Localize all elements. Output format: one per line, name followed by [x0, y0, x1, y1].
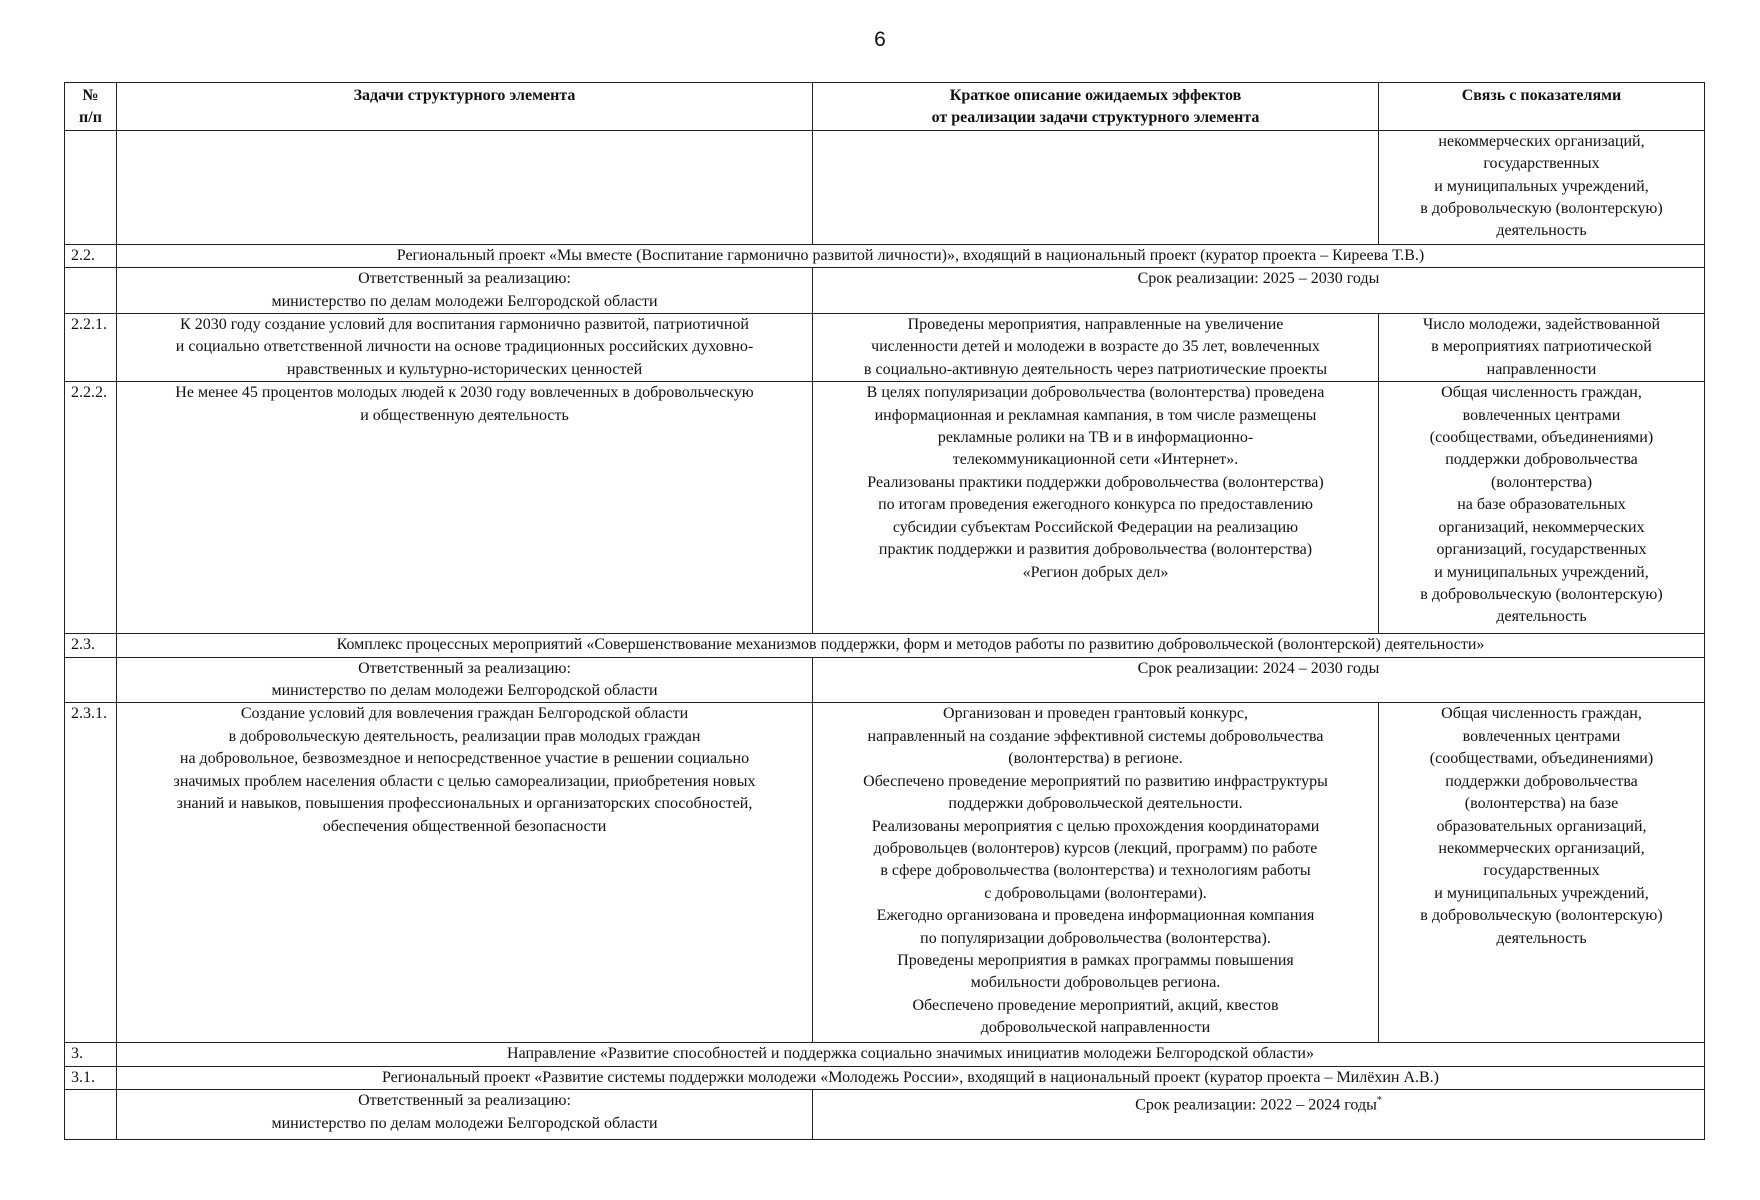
structural-elements-table	[64, 82, 1705, 1140]
indicator-cell: Общая численность граждан, вовлеченных центрами (сообществами, объединениями) поддержки добровольчества (волонтерства) на базе образовательных организаций, некоммерческих организаций, государственных и муниципальных учреждений, в добровольческую (волонтерскую) деятельность	[1379, 382, 1705, 634]
row-number: 2.2.1.	[65, 314, 117, 382]
table-row-continuation	[65, 130, 1705, 244]
section-title: Направление «Развитие способностей и поддержка социально значимых инициатив молодежи Белгородской области»	[117, 1043, 1705, 1066]
row-number: 2.2.2.	[65, 382, 117, 634]
section-title: Комплекс процессных мероприятий «Совершенствование механизмов поддержки, форм и методов работы по развитию добровольческой (волонтерской) деятельности»	[117, 634, 1705, 657]
section-row-3	[65, 1043, 1705, 1066]
task-cell: К 2030 году создание условий для воспитания гармонично развитой, патриотичной и социально ответственной личности на основе традиционных российских духовно- нравственных и культурно-исторических ценностей	[117, 314, 813, 382]
effect-cell: Организован и проведен грантовый конкурс, направленный на создание эффективной системы добровольчества (волонтерства) в регионе. Обеспечено проведение мероприятий по развитию инфраструктуры поддержки добровольческой деятельности. Реализованы мероприятия с целью прохождения координаторами добровольцев (волонтеров) курсов (лекций, программ) по работе в сфере добровольчества (волонтерства) и технологиям работы с добровольцами (волонтерами). Ежегодно организована и проведена информационная компания по популяризации добровольчества (волонтерства). Проведены мероприятия в рамках программы повышения мобильности добровольцев региона. Обеспечено проведение мероприятий, акций, квестов добровольческой направленности	[813, 703, 1379, 1043]
effect-cell: В целях популяризации добровольчества (волонтерства) проведена информационная и рекламная кампания, в том числе размещены рекламные ролики на ТВ и в информационно- телекоммуникационной сети «Интернет». Реализованы практики поддержки добровольчества (волонтерства) по итогам проведения ежегодного конкурса по предоставлению субсидии субъектам Российской Федерации на реализацию практик поддержки и развития добровольчества (волонтерства) «Регион добрых дел»	[813, 382, 1379, 634]
task-cell: Создание условий для вовлечения граждан Белгородской области в добровольческую деятельность, реализации прав молодых граждан на добровольное, безвозмездное и непосредственное участие в решении социально значимых проблем населения области с целью самореализации, приобретения новых знаний и навыков, повышения профессиональных и организаторских способностей, обеспечения общественной безопасности	[117, 703, 813, 1043]
empty-cell	[65, 657, 117, 703]
table-row-2-2-2	[65, 382, 1705, 634]
responsible-row-3-1	[65, 1090, 1705, 1140]
responsible-cell: Ответственный за реализацию: министерство по делам молодежи Белгородской области	[117, 268, 813, 314]
empty-cell	[65, 130, 117, 244]
footnote-mark: *	[1376, 1095, 1382, 1107]
empty-cell	[813, 130, 1379, 244]
section-title: Региональный проект «Развитие системы поддержки молодежи «Молодежь России», входящий в национальный проект (куратор проекта – Милёхин А.В.)	[117, 1066, 1705, 1089]
empty-cell	[65, 268, 117, 314]
empty-cell	[117, 130, 813, 244]
indicator-cell: Общая численность граждан, вовлеченных центрами (сообществами, объединениями) поддержки добровольчества (волонтерства) на базе образовательных организаций, некоммерческих организаций, государственных и муниципальных учреждений, в добровольческую (волонтерскую) деятельность	[1379, 703, 1705, 1043]
table-row-2-3-1	[65, 703, 1705, 1043]
empty-cell	[65, 1090, 117, 1140]
section-row-3-1	[65, 1066, 1705, 1089]
table-header-row	[65, 83, 1705, 131]
responsible-row-2-3	[65, 657, 1705, 703]
task-cell: Не менее 45 процентов молодых людей к 2030 году вовлеченных в добровольческую и общественную деятельность	[117, 382, 813, 634]
row-number: 3.	[65, 1043, 117, 1066]
row-number: 2.3.	[65, 634, 117, 657]
table-row-2-2-1	[65, 314, 1705, 382]
row-number: 2.3.1.	[65, 703, 117, 1043]
term-cell	[813, 1090, 1705, 1140]
term-text: Срок реализации: 2022 – 2024 годы	[1135, 1096, 1377, 1114]
term-cell: Срок реализации: 2025 – 2030 годы	[813, 268, 1705, 314]
section-row-2-3	[65, 634, 1705, 657]
responsible-cell: Ответственный за реализацию: министерство по делам молодежи Белгородской области	[117, 1090, 813, 1140]
section-title: Региональный проект «Мы вместе (Воспитание гармонично развитой личности)», входящий в национальный проект (куратор проекта – Киреева Т.В.)	[117, 244, 1705, 267]
row-number: 3.1.	[65, 1066, 117, 1089]
responsible-cell: Ответственный за реализацию: министерство по делам молодежи Белгородской области	[117, 657, 813, 703]
effect-cell: Проведены мероприятия, направленные на увеличение численности детей и молодежи в возрасте до 35 лет, вовлеченных в социально-активную деятельность через патриотические проекты	[813, 314, 1379, 382]
indicator-cell: Число молодежи, задействованной в мероприятиях патриотической направленности	[1379, 314, 1705, 382]
row-number: 2.2.	[65, 244, 117, 267]
responsible-row-2-2	[65, 268, 1705, 314]
term-cell: Срок реализации: 2024 – 2030 годы	[813, 657, 1705, 703]
header-indicators: Связь с показателями	[1379, 83, 1705, 131]
indicator-cell: некоммерческих организаций, государственных и муниципальных учреждений, в добровольческую (волонтерскую) деятельность	[1379, 130, 1705, 244]
header-tasks: Задачи структурного элемента	[117, 83, 813, 131]
section-row-2-2	[65, 244, 1705, 267]
header-number: № п/п	[65, 83, 117, 131]
header-effects: Краткое описание ожидаемых эффектов от реализации задачи структурного элемента	[813, 83, 1379, 131]
page-number: 6	[874, 28, 886, 51]
